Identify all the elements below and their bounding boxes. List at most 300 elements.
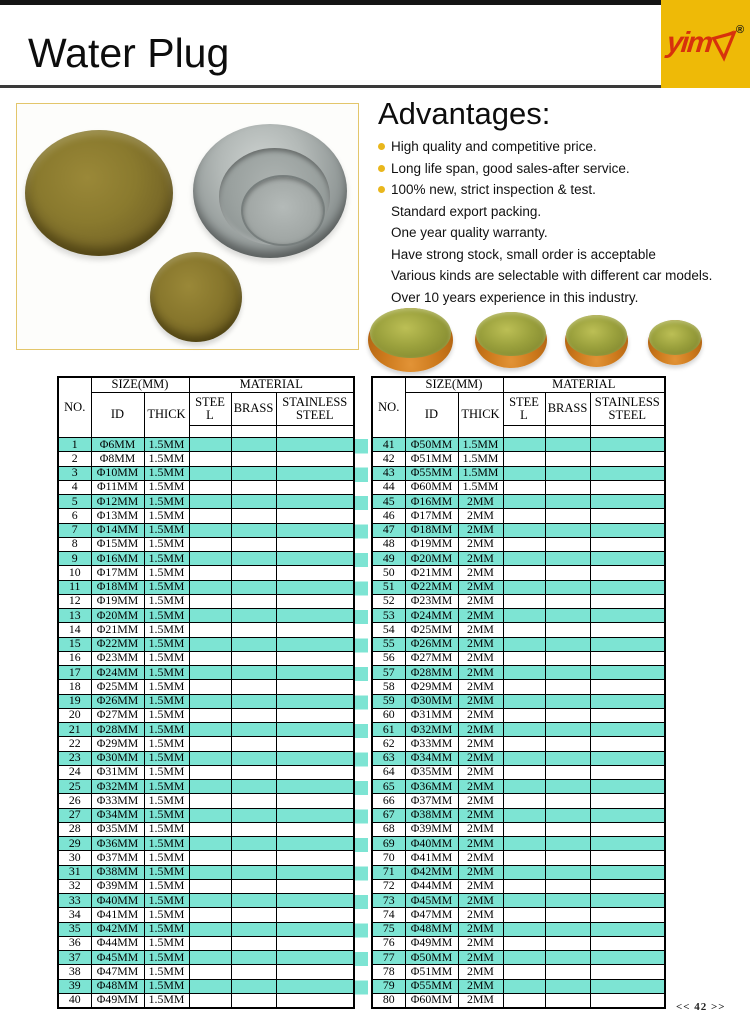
cell-material-empty (503, 908, 545, 922)
cell-no: 66 (372, 794, 405, 808)
cell-material-empty (503, 765, 545, 779)
col-header-id: ID (91, 393, 144, 438)
table-row (372, 751, 665, 765)
cell-material-empty (189, 438, 231, 452)
cell-id: Φ35MM (91, 822, 144, 836)
cell-material-empty (503, 993, 545, 1008)
cell-material-empty (189, 894, 231, 908)
cell-material-empty (276, 552, 354, 566)
table-row (58, 694, 354, 708)
advantage-text: Over 10 years experience in this industry. (391, 289, 639, 305)
cell-id: Φ45MM (91, 951, 144, 965)
cell-no: 2 (58, 452, 91, 466)
advantage-text: One year quality warranty. (391, 225, 548, 241)
cell-material-empty (231, 651, 276, 665)
cell-material-empty (189, 666, 231, 680)
cell-material-empty (231, 965, 276, 979)
cell-id: Φ44MM (91, 936, 144, 950)
cell-material-empty (503, 438, 545, 452)
cell-id: Φ6MM (91, 438, 144, 452)
cell-material-empty (231, 808, 276, 822)
cell-no: 71 (372, 865, 405, 879)
cell-material-empty (231, 452, 276, 466)
cell-material-empty (189, 780, 231, 794)
table-row (58, 723, 354, 737)
cell-id: Φ18MM (405, 523, 458, 537)
advantage-text: Standard export packing. (391, 203, 542, 219)
cell-material-empty (590, 537, 665, 551)
cell-id: Φ30MM (405, 694, 458, 708)
cell-material-empty (276, 609, 354, 623)
cell-material-empty (590, 851, 665, 865)
cell-no: 31 (58, 865, 91, 879)
cell-thick: 1.5MM (458, 438, 503, 452)
cell-thick: 1.5MM (144, 908, 189, 922)
advantage-item (378, 179, 748, 201)
cell-material-empty (231, 837, 276, 851)
cell-no: 16 (58, 651, 91, 665)
cell-no: 50 (372, 566, 405, 580)
cell-material-empty (276, 837, 354, 851)
cell-id: Φ47MM (91, 965, 144, 979)
cell-material-empty (231, 851, 276, 865)
cell-thick: 1.5MM (458, 480, 503, 494)
table-row (372, 680, 665, 694)
cell-id: Φ36MM (91, 837, 144, 851)
cell-material-empty (276, 965, 354, 979)
cell-material-empty (189, 922, 231, 936)
cell-material-empty (545, 723, 590, 737)
cell-no: 33 (58, 894, 91, 908)
cell-thick: 1.5MM (144, 993, 189, 1008)
cell-thick: 1.5MM (144, 965, 189, 979)
cell-material-empty (231, 694, 276, 708)
cell-no: 41 (372, 438, 405, 452)
cell-material-empty (231, 794, 276, 808)
cell-no: 76 (372, 936, 405, 950)
cell-id: Φ27MM (91, 708, 144, 722)
cell-material-empty (503, 822, 545, 836)
cell-material-empty (231, 537, 276, 551)
cell-material-empty (231, 566, 276, 580)
table-row (58, 495, 354, 509)
cell-id: Φ24MM (405, 609, 458, 623)
cell-thick: 1.5MM (144, 879, 189, 893)
cell-material-empty (545, 680, 590, 694)
cell-id: Φ32MM (91, 780, 144, 794)
cell-material-empty (590, 922, 665, 936)
cell-material-empty (276, 723, 354, 737)
cell-material-empty (545, 609, 590, 623)
table-row (58, 993, 354, 1008)
cell-material-empty (503, 480, 545, 494)
cell-thick: 1.5MM (144, 651, 189, 665)
table-row (372, 965, 665, 979)
cell-no: 1 (58, 438, 91, 452)
cell-material-empty (503, 865, 545, 879)
table-row (58, 794, 354, 808)
col-header-brass: BRASS (545, 393, 590, 426)
cell-thick: 1.5MM (144, 566, 189, 580)
cell-thick: 2MM (458, 894, 503, 908)
advantage-item (378, 201, 748, 223)
cell-id: Φ45MM (405, 894, 458, 908)
cell-id: Φ11MM (91, 480, 144, 494)
cell-material-empty (545, 694, 590, 708)
cell-no: 10 (58, 566, 91, 580)
cell-material-empty (189, 480, 231, 494)
cell-material-empty (503, 666, 545, 680)
table-row (372, 466, 665, 480)
cell-material-empty (189, 993, 231, 1008)
cell-id: Φ49MM (405, 936, 458, 950)
cell-material-empty (276, 822, 354, 836)
col-header-stainless: STAINLESS STEEL (276, 393, 354, 426)
cell-id: Φ39MM (405, 822, 458, 836)
cell-material-empty (503, 537, 545, 551)
cell-thick: 1.5MM (144, 580, 189, 594)
table-row (58, 523, 354, 537)
product-photo (16, 103, 359, 350)
cell-id: Φ40MM (405, 837, 458, 851)
table-row (58, 438, 354, 452)
cell-material-empty (590, 609, 665, 623)
cell-material-empty (231, 737, 276, 751)
cell-material-empty (276, 951, 354, 965)
cell-id: Φ31MM (405, 708, 458, 722)
cell-id: Φ29MM (91, 737, 144, 751)
cell-id: Φ39MM (91, 879, 144, 893)
cell-material-empty (276, 794, 354, 808)
cell-no: 69 (372, 837, 405, 851)
col-header-material: MATERIAL (503, 377, 665, 393)
cell-material-empty (189, 452, 231, 466)
cell-material-empty (545, 495, 590, 509)
cell-id: Φ50MM (405, 951, 458, 965)
cell-no: 14 (58, 623, 91, 637)
cell-id: Φ25MM (91, 680, 144, 694)
cell-id: Φ41MM (405, 851, 458, 865)
cell-material-empty (276, 523, 354, 537)
table-row (372, 851, 665, 865)
cell-thick: 2MM (458, 951, 503, 965)
cell-id: Φ48MM (91, 979, 144, 993)
cell-material-empty (545, 894, 590, 908)
cell-material-empty (189, 979, 231, 993)
cell-id: Φ17MM (405, 509, 458, 523)
cell-material-empty (545, 908, 590, 922)
cell-id: Φ8MM (91, 452, 144, 466)
cell-material-empty (276, 637, 354, 651)
cell-material-empty (231, 708, 276, 722)
cell-thick: 1.5MM (144, 979, 189, 993)
cell-material-empty (590, 552, 665, 566)
cell-thick: 2MM (458, 865, 503, 879)
advantage-item (378, 136, 748, 158)
table-row (58, 580, 354, 594)
cell-material-empty (503, 965, 545, 979)
cell-material-empty (545, 751, 590, 765)
cell-thick: 1.5MM (144, 637, 189, 651)
cell-material-empty (189, 509, 231, 523)
cell-material-empty (545, 480, 590, 494)
cell-material-empty (276, 438, 354, 452)
table-row (372, 979, 665, 993)
cell-material-empty (231, 993, 276, 1008)
table-row (58, 951, 354, 965)
header-spacer-cell (276, 426, 354, 438)
brass-disc-2 (475, 312, 547, 368)
cell-thick: 1.5MM (144, 851, 189, 865)
table-row (372, 609, 665, 623)
header-spacer-cell (189, 426, 231, 438)
table-row (372, 765, 665, 779)
registered-mark: ® (735, 24, 745, 36)
table-row (372, 623, 665, 637)
cell-material-empty (590, 794, 665, 808)
col-header-size: SIZE(MM) (91, 377, 189, 393)
bullet-dot-icon (378, 143, 385, 150)
cell-material-empty (189, 609, 231, 623)
table-row (58, 922, 354, 936)
cell-material-empty (276, 580, 354, 594)
cell-no: 72 (372, 879, 405, 893)
cell-no: 52 (372, 594, 405, 608)
cell-no: 12 (58, 594, 91, 608)
cell-id: Φ38MM (405, 808, 458, 822)
steel-plug-cup-center (241, 175, 325, 246)
cell-material-empty (545, 452, 590, 466)
cell-thick: 2MM (458, 651, 503, 665)
cell-material-empty (545, 951, 590, 965)
cell-material-empty (189, 566, 231, 580)
cell-material-empty (503, 723, 545, 737)
cell-no: 55 (372, 637, 405, 651)
cell-id: Φ10MM (91, 466, 144, 480)
table-row (372, 865, 665, 879)
cell-material-empty (189, 623, 231, 637)
cell-thick: 1.5MM (458, 452, 503, 466)
cell-id: Φ27MM (405, 651, 458, 665)
cell-material-empty (276, 666, 354, 680)
cell-material-empty (503, 794, 545, 808)
cell-material-empty (276, 566, 354, 580)
cell-thick: 1.5MM (144, 822, 189, 836)
table-row (372, 936, 665, 950)
cell-no: 53 (372, 609, 405, 623)
cell-no: 24 (58, 765, 91, 779)
table-row (58, 666, 354, 680)
cell-material-empty (231, 908, 276, 922)
cell-material-empty (545, 708, 590, 722)
cell-thick: 2MM (458, 737, 503, 751)
cell-thick: 2MM (458, 765, 503, 779)
cell-id: Φ20MM (91, 609, 144, 623)
cell-thick: 2MM (458, 552, 503, 566)
cell-id: Φ18MM (91, 580, 144, 594)
table-row (58, 680, 354, 694)
cell-id: Φ37MM (91, 851, 144, 865)
cell-material-empty (503, 694, 545, 708)
cell-no: 34 (58, 908, 91, 922)
cell-material-empty (590, 594, 665, 608)
cell-material-empty (276, 993, 354, 1008)
cell-material-empty (189, 466, 231, 480)
table-row (372, 495, 665, 509)
table-row (58, 708, 354, 722)
cell-material-empty (189, 537, 231, 551)
cell-no: 19 (58, 694, 91, 708)
cell-material-empty (189, 495, 231, 509)
cell-id: Φ14MM (91, 523, 144, 537)
bullet-dot-icon (378, 186, 385, 193)
cell-id: Φ42MM (405, 865, 458, 879)
cell-material-empty (590, 979, 665, 993)
cell-material-empty (545, 509, 590, 523)
cell-material-empty (189, 908, 231, 922)
cell-thick: 2MM (458, 822, 503, 836)
cell-material-empty (189, 694, 231, 708)
cell-thick: 1.5MM (144, 865, 189, 879)
header-spacer-cell (545, 426, 590, 438)
cell-material-empty (276, 680, 354, 694)
cell-no: 64 (372, 765, 405, 779)
cell-material-empty (590, 908, 665, 922)
cell-thick: 2MM (458, 780, 503, 794)
table-row (372, 694, 665, 708)
cell-id: Φ37MM (405, 794, 458, 808)
cell-material-empty (545, 623, 590, 637)
cell-id: Φ24MM (91, 666, 144, 680)
table-row (58, 651, 354, 665)
cell-material-empty (276, 694, 354, 708)
table-row (372, 552, 665, 566)
header-spacer-cell (503, 426, 545, 438)
cell-material-empty (545, 879, 590, 893)
cell-material-empty (590, 822, 665, 836)
cell-id: Φ38MM (91, 865, 144, 879)
brass-disc-1 (368, 308, 453, 372)
cell-id: Φ28MM (91, 723, 144, 737)
cell-thick: 1.5MM (144, 594, 189, 608)
cell-material-empty (590, 466, 665, 480)
table-row (372, 452, 665, 466)
cell-no: 6 (58, 509, 91, 523)
cell-id: Φ34MM (405, 751, 458, 765)
cell-no: 74 (372, 908, 405, 922)
table-row (58, 466, 354, 480)
cell-thick: 2MM (458, 580, 503, 594)
cell-material-empty (503, 837, 545, 851)
cell-material-empty (590, 865, 665, 879)
cell-id: Φ33MM (91, 794, 144, 808)
table-row (372, 879, 665, 893)
table-row (58, 822, 354, 836)
cell-thick: 2MM (458, 537, 503, 551)
cell-no: 51 (372, 580, 405, 594)
cell-id: Φ55MM (405, 979, 458, 993)
header-spacer-cell (231, 426, 276, 438)
page-title: Water Plug (28, 30, 230, 76)
brass-plug-large (25, 130, 173, 256)
cell-thick: 1.5MM (144, 537, 189, 551)
cell-material-empty (231, 979, 276, 993)
cell-material-empty (590, 566, 665, 580)
table-row (372, 480, 665, 494)
cell-no: 25 (58, 780, 91, 794)
cell-material-empty (590, 808, 665, 822)
cell-material-empty (590, 438, 665, 452)
cell-material-empty (590, 951, 665, 965)
cell-id: Φ42MM (91, 922, 144, 936)
cell-material-empty (590, 993, 665, 1008)
brand-logo-block (661, 0, 750, 88)
col-header-no: NO. (372, 377, 405, 438)
cell-id: Φ44MM (405, 879, 458, 893)
cell-material-empty (231, 580, 276, 594)
cell-material-empty (503, 452, 545, 466)
table-row (58, 452, 354, 466)
cell-id: Φ15MM (91, 537, 144, 551)
cell-thick: 2MM (458, 680, 503, 694)
cell-material-empty (231, 623, 276, 637)
cell-id: Φ16MM (91, 552, 144, 566)
cell-no: 20 (58, 708, 91, 722)
table-row (58, 637, 354, 651)
cell-no: 5 (58, 495, 91, 509)
cell-no: 17 (58, 666, 91, 680)
cell-material-empty (590, 694, 665, 708)
table-row (58, 594, 354, 608)
cell-id: Φ22MM (91, 637, 144, 651)
cell-material-empty (189, 651, 231, 665)
cell-thick: 2MM (458, 623, 503, 637)
table-row (372, 894, 665, 908)
cell-id: Φ21MM (405, 566, 458, 580)
cell-material-empty (189, 523, 231, 537)
cell-thick: 1.5MM (144, 780, 189, 794)
cell-material-empty (503, 737, 545, 751)
cell-id: Φ30MM (91, 751, 144, 765)
table-row (58, 509, 354, 523)
cell-thick: 2MM (458, 936, 503, 950)
table-row (372, 509, 665, 523)
cell-material-empty (231, 480, 276, 494)
cell-no: 67 (372, 808, 405, 822)
cell-material-empty (276, 537, 354, 551)
cell-thick: 2MM (458, 979, 503, 993)
cell-thick: 1.5MM (144, 808, 189, 822)
cell-no: 39 (58, 979, 91, 993)
row-stripe-artifact (355, 439, 368, 1009)
cell-thick: 2MM (458, 566, 503, 580)
cell-thick: 1.5MM (144, 894, 189, 908)
cell-id: Φ34MM (91, 808, 144, 822)
cell-material-empty (276, 851, 354, 865)
cell-thick: 1.5MM (144, 765, 189, 779)
cell-id: Φ21MM (91, 623, 144, 637)
brass-disc-4 (648, 320, 702, 365)
cell-no: 75 (372, 922, 405, 936)
col-header-thick: THICK (144, 393, 189, 438)
table-row (58, 965, 354, 979)
table-row (372, 523, 665, 537)
cell-material-empty (276, 936, 354, 950)
cell-material-empty (503, 623, 545, 637)
cell-material-empty (276, 651, 354, 665)
cell-material-empty (545, 965, 590, 979)
cell-material-empty (590, 879, 665, 893)
